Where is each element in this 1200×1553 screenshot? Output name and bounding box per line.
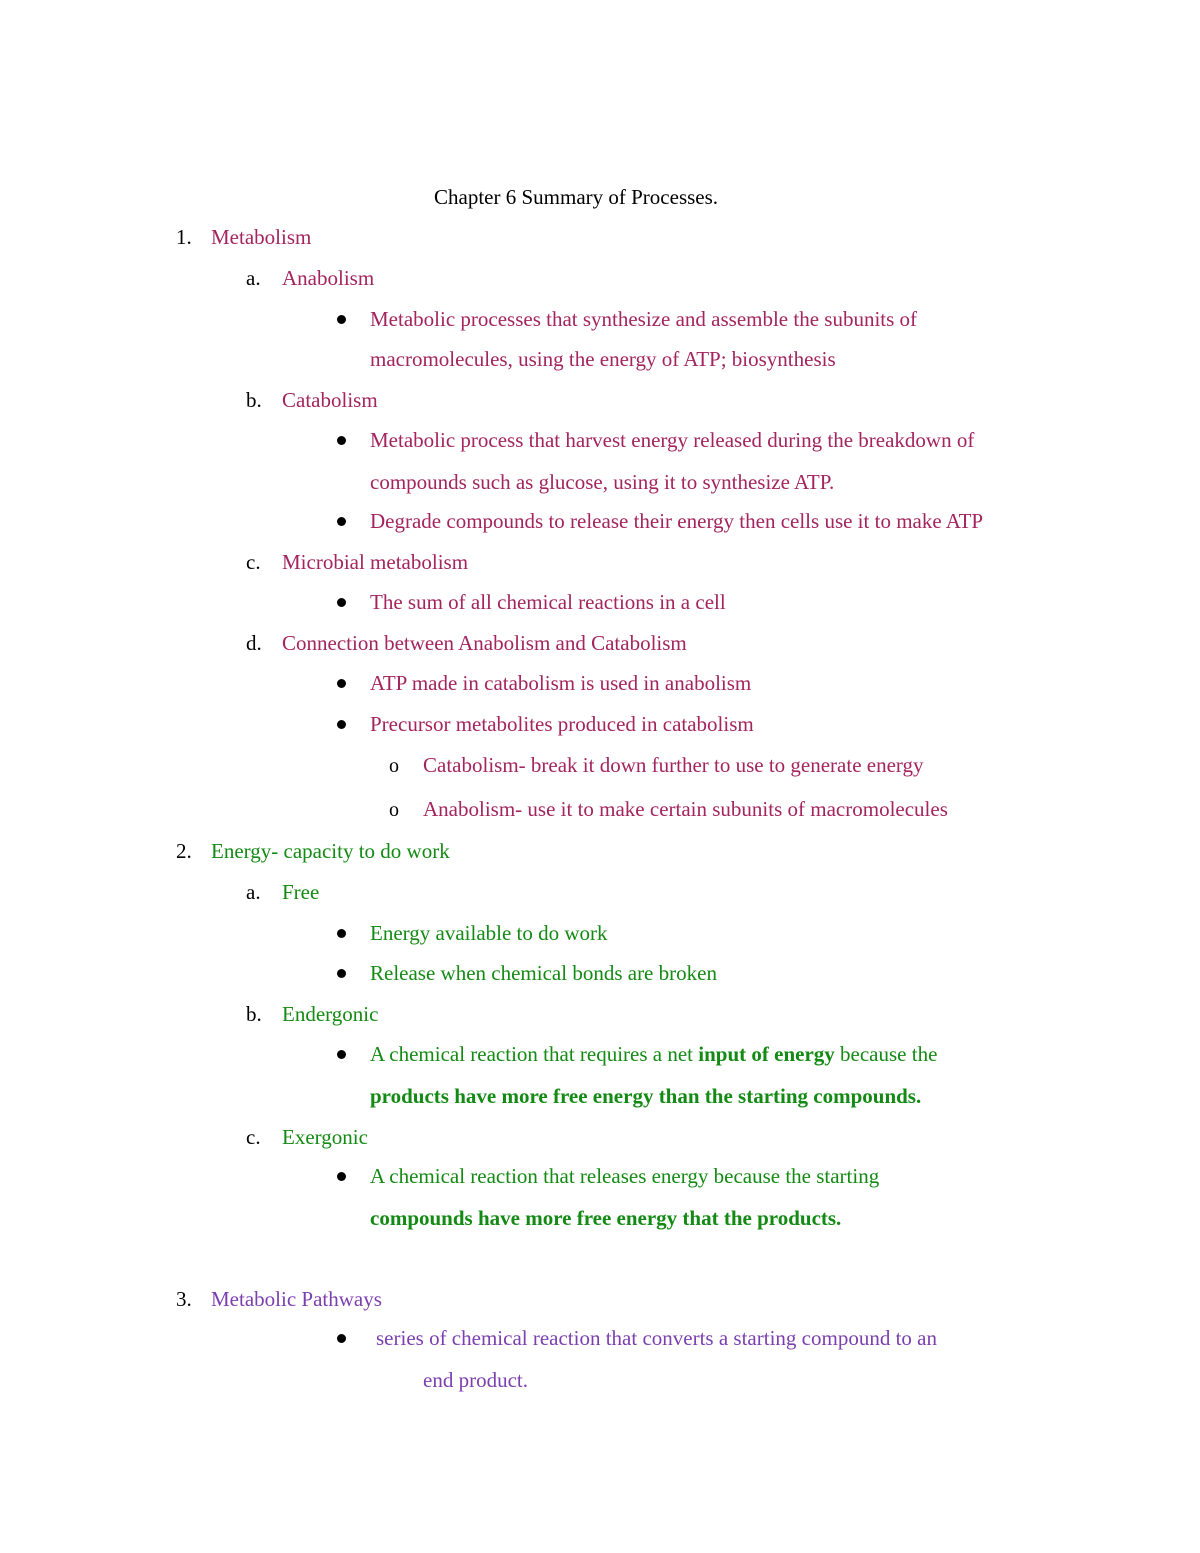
section-heading-energy: Energy- capacity to do work	[211, 839, 450, 863]
section-number: 3.	[176, 1287, 192, 1311]
bullet-text-bold: compounds have more free energy that the products.	[370, 1206, 842, 1230]
section-number: 2.	[176, 839, 192, 863]
bullet-dot	[337, 436, 346, 445]
item-label-exergonic: Exergonic	[282, 1125, 368, 1149]
item-label-anabolism: Anabolism	[282, 266, 375, 290]
bullet-text: Metabolic process that harvest energy released during the breakdown of	[370, 428, 975, 452]
bullet-dot	[337, 1172, 346, 1181]
bullet-text-bold: products have more free energy than the starting compounds.	[370, 1084, 922, 1108]
item-label-free: Free	[282, 880, 320, 904]
bullet-text: The sum of all chemical reactions in a cell	[370, 590, 726, 614]
bullet-dot	[337, 969, 346, 978]
bullet-dot	[337, 598, 346, 607]
bullet-text: A chemical reaction that releases energy because the starting	[370, 1164, 880, 1188]
item-label-connection: Connection between Anabolism and Catabolism	[282, 631, 687, 655]
bullet-text: Release when chemical bonds are broken	[370, 961, 717, 985]
bullet-dot	[337, 1334, 346, 1343]
item-letter: c.	[246, 550, 261, 574]
bullet-text: Degrade compounds to release their energy then cells use it to make ATP	[370, 509, 984, 533]
item-letter: a.	[246, 266, 261, 290]
sub-bullet-marker: o	[389, 755, 399, 777]
bullet-dot	[337, 517, 346, 526]
bullet-dot	[337, 720, 346, 729]
item-letter: b.	[246, 1002, 262, 1026]
page-title: Chapter 6 Summary of Processes.	[434, 185, 719, 209]
section-heading-metabolism: Metabolism	[211, 225, 312, 249]
item-letter: c.	[246, 1125, 261, 1149]
item-letter: b.	[246, 388, 262, 412]
sub-bullet-marker: o	[389, 799, 399, 821]
bullet-dot	[337, 929, 346, 938]
item-letter: d.	[246, 631, 262, 655]
bullet-dot	[337, 315, 346, 324]
item-label-endergonic: Endergonic	[282, 1002, 379, 1026]
item-label-catabolism: Catabolism	[282, 388, 378, 412]
item-label-microbial-metabolism: Microbial metabolism	[282, 550, 469, 574]
item-letter: a.	[246, 880, 261, 904]
bullet-text: compounds such as glucose, using it to synthesize ATP.	[370, 470, 835, 494]
bullet-text: A chemical reaction that requires a net input of energy because the	[370, 1042, 938, 1066]
bullet-text: ATP made in catabolism is used in anabolism	[370, 671, 752, 695]
bullet-text: Precursor metabolites produced in catabolism	[370, 712, 754, 736]
bullet-dot	[337, 1050, 346, 1059]
bullet-text: Energy available to do work	[370, 921, 608, 945]
bullet-text: series of chemical reaction that converts a starting compound to an	[376, 1326, 937, 1350]
bullet-text: end product.	[423, 1368, 528, 1392]
bullet-text: Metabolic processes that synthesize and assemble the subunits of	[370, 307, 918, 331]
sub-bullet-text: Catabolism- break it down further to use to generate energy	[423, 753, 924, 777]
section-heading-metabolic-pathways: Metabolic Pathways	[211, 1287, 382, 1311]
section-number: 1.	[176, 225, 192, 249]
sub-bullet-text: Anabolism- use it to make certain subunits of macromolecules	[423, 797, 948, 821]
bold-text: input of energy	[698, 1042, 835, 1066]
bullet-text: macromolecules, using the energy of ATP; biosynthesis	[370, 347, 836, 371]
bullet-dot	[337, 679, 346, 688]
